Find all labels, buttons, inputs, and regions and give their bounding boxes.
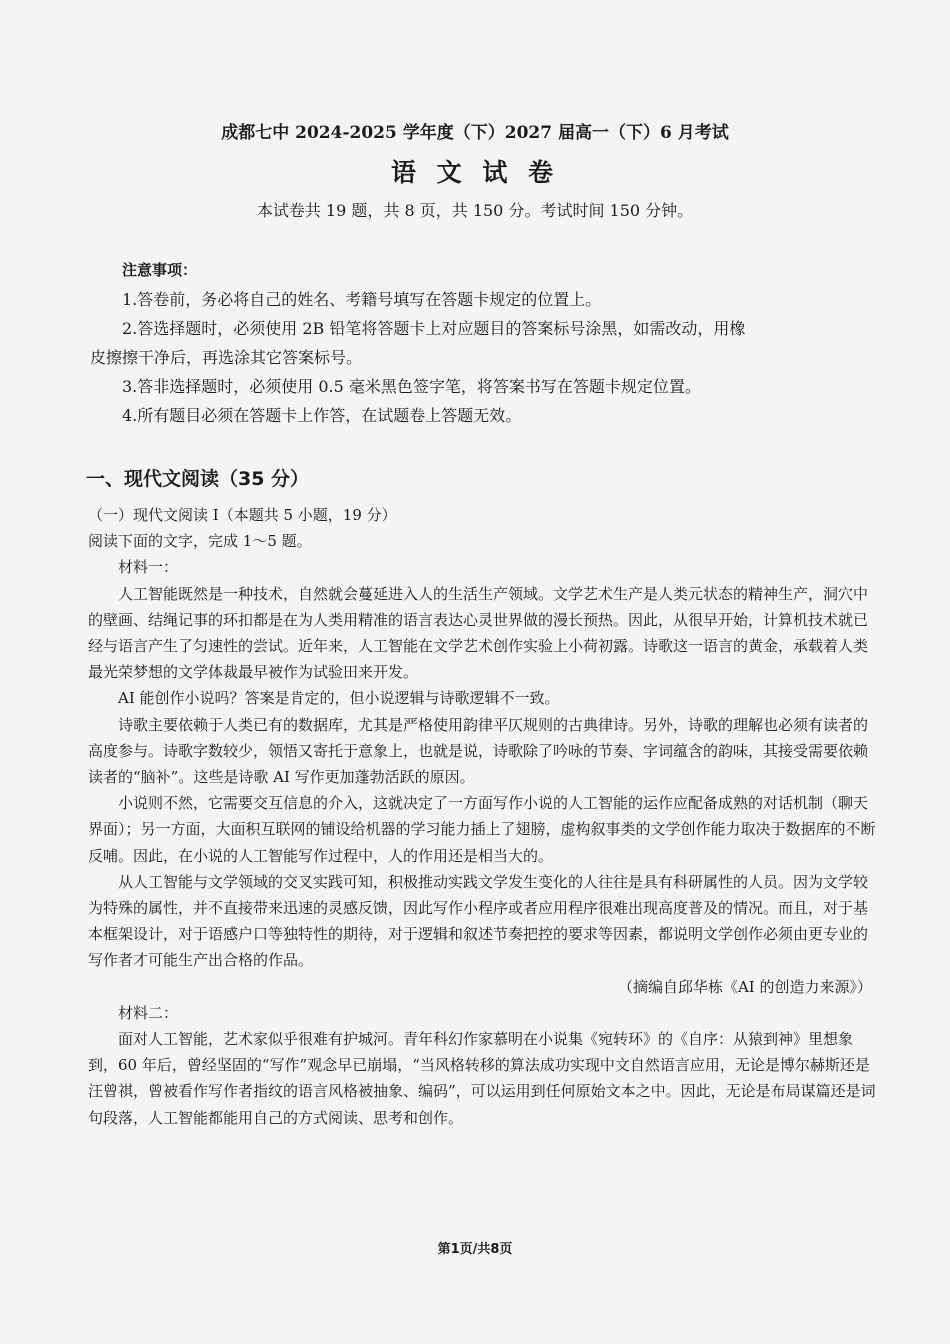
page-number: 第1页/共8页: [437, 1242, 513, 1257]
notice-item: 2.答选择题时，必须使用 2B 铅笔将答题卡上对应题目的答案标号涂黑，如需改动，用橡: [122, 319, 746, 338]
exam-info: 本试卷共 19 题，共 8 页，共 150 分。考试时间 150 分钟。: [256, 201, 694, 220]
notice-title: 注意事项：: [122, 261, 198, 279]
material-paragraph: 从人工智能与文学领域的交叉实践可知，积极推动实践文学发生变化的人往往是具有科研属性的人员。因为文学较为特殊的属性，并不直接带来迅速的灵感反馈，因此写作小程序或者应用程序很难出现高度普及的情况。而且，对于基本框架设计，对于语感户口等独特性的期待，对于逻辑和叙述节奏把控的要求等因素，都说明文学创作必须由更专业的写作者才可能生产出合格的作品。: [88, 872, 869, 970]
notice-item: 皮擦擦干净后，再选涂其它答案标号。: [90, 348, 363, 367]
material-paragraph: 人工智能既然是一种技术，自然就会蔓延进入人的生活生产领域。文学艺术生产是人类元状态的精神生产，洞穴中的壁画、结绳记事的环扣都是在为人类用精准的语言表达心灵世界做的漫长预热。因此，从很早开始，计算机技术就已经与语言产生了匀速性的尝试。近年来，人工智能在文学艺术创作实验上小荷初露。诗歌这一语言的黄金，承载着人类最光荣梦想的文学体裁最早被作为试验田来开发。: [88, 584, 869, 682]
notice-item: 4.所有题目必须在答题卡上作答，在试题卷上答题无效。: [122, 406, 522, 425]
section-subtitle: （一）现代文阅读 I（本题共 5 小题，19 分）: [88, 506, 397, 524]
notice-item: 1.答卷前，务必将自己的姓名、考籍号填写在答题卡规定的位置上。: [122, 290, 602, 309]
notice-item: 3.答非选择题时，必须使用 0.5 毫米黑色签字笔，将答案书写在答题卡规定位置。: [122, 377, 701, 396]
subject-title: 语 文 试 卷: [390, 158, 560, 187]
material-paragraph: 小说则不然，它需要交互信息的介入，这就决定了一方面写作小说的人工智能的运作应配备成熟的对话机制（聊天界面）；另一方面，大面积互联网的铺设给机器的学习能力插上了翅膀，虚构叙事类的文学创作能力取决于数据库的不断反哺。因此，在小说的人工智能写作过程中，人的作用还是相当大的。: [88, 794, 876, 865]
section-title: 一、现代文阅读（35 分）: [86, 468, 310, 490]
material1-label: 材料一：: [118, 558, 179, 577]
exam-title: 成都七中 2024-2025 学年度（下）2027 届高一（下）6 月考试: [221, 123, 729, 143]
material-paragraph: 诗歌主要依赖于人类已有的数据库，尤其是严格使用韵律平仄规则的古典律诗。另外，诗歌的理解也必须有读者的高度参与。诗歌字数较少，领悟又寄托于意象上，也就是说，诗歌除了吟咏的节奏、字词蕴含的韵味，其接受需要依赖读者的“脑补”。这些是诗歌 AI 写作更加蓬勃活跃的原因。: [88, 715, 869, 787]
reading-content: [88, 502, 878, 1131]
material-paragraph: 面对人工智能，艺术家似乎很难有护城河。青年科幻作家慕明在小说集《宛转环》的《自序：从猿到神》里想象到，60 年后，曾经坚固的“写作”观念早已崩塌，“当风格转移的算法成功实现中文自然语言应用，无论是博尔赫斯还是汪曾祺，曾被看作写作者指纹的语言风格被抽象、编码”，可以运用到任何原始文本之中。因此，无论是布局谋篇还是词句段落，人工智能都能用自己的方式阅读、思考和创作。: [88, 1030, 876, 1127]
instruction: 阅读下面的文字，完成 1～5 题。: [88, 532, 312, 551]
material2-label: 材料二：: [118, 1003, 179, 1022]
notice-block: [90, 256, 880, 430]
material1-source: （摘编自邱华栋《AI 的创造力来源》）: [617, 977, 872, 996]
material-paragraph: AI 能创作小说吗？答案是肯定的，但小说逻辑与诗歌逻辑不一致。: [118, 689, 560, 708]
